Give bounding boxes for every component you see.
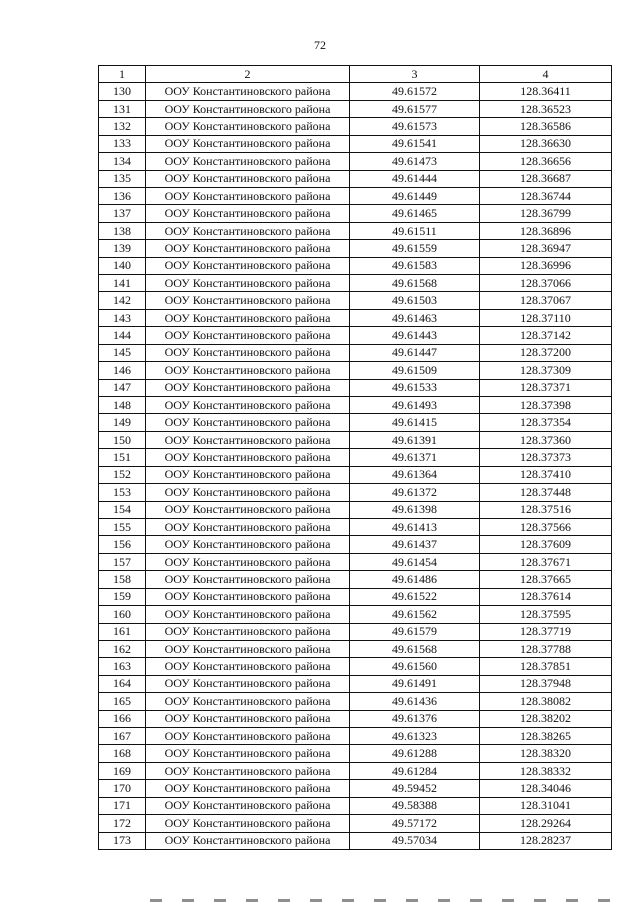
latitude-cell: 49.61413 <box>350 518 480 535</box>
table-row <box>99 640 612 657</box>
longitude-cell: 128.37066 <box>480 275 612 292</box>
row-number-cell: 155 <box>99 518 146 535</box>
latitude-cell: 49.61568 <box>350 275 480 292</box>
row-number-cell: 148 <box>99 397 146 414</box>
table-row <box>99 292 612 309</box>
longitude-cell: 128.37410 <box>480 466 612 483</box>
row-number-cell: 133 <box>99 135 146 152</box>
table-row <box>99 153 612 170</box>
row-number-cell: 156 <box>99 536 146 553</box>
row-number-cell: 150 <box>99 431 146 448</box>
longitude-cell: 128.38320 <box>480 745 612 762</box>
latitude-cell: 49.61444 <box>350 170 480 187</box>
table-row <box>99 832 612 849</box>
row-number-cell: 141 <box>99 275 146 292</box>
latitude-cell: 49.61573 <box>350 118 480 135</box>
latitude-cell: 49.61522 <box>350 588 480 605</box>
longitude-cell: 128.37354 <box>480 414 612 431</box>
latitude-cell: 49.61371 <box>350 449 480 466</box>
owner-cell: ООУ Константиновского района <box>146 832 350 849</box>
longitude-cell: 128.38332 <box>480 762 612 779</box>
table-row <box>99 309 612 326</box>
latitude-cell: 49.61437 <box>350 536 480 553</box>
row-number-cell: 170 <box>99 780 146 797</box>
longitude-cell: 128.36630 <box>480 135 612 152</box>
table-row <box>99 275 612 292</box>
latitude-cell: 49.61491 <box>350 675 480 692</box>
row-number-cell: 167 <box>99 728 146 745</box>
header-cell-1: 1 <box>99 66 146 83</box>
latitude-cell: 49.61323 <box>350 728 480 745</box>
longitude-cell: 128.37948 <box>480 675 612 692</box>
latitude-cell: 49.61486 <box>350 571 480 588</box>
latitude-cell: 49.61562 <box>350 606 480 623</box>
table-row <box>99 745 612 762</box>
table-row <box>99 344 612 361</box>
row-number-cell: 162 <box>99 640 146 657</box>
longitude-cell: 128.37067 <box>480 292 612 309</box>
row-number-cell: 135 <box>99 170 146 187</box>
latitude-cell: 49.57172 <box>350 815 480 832</box>
owner-cell: ООУ Константиновского района <box>146 606 350 623</box>
latitude-cell: 49.61288 <box>350 745 480 762</box>
latitude-cell: 49.61372 <box>350 484 480 501</box>
longitude-cell: 128.37110 <box>480 309 612 326</box>
latitude-cell: 49.61398 <box>350 501 480 518</box>
row-number-cell: 172 <box>99 815 146 832</box>
longitude-cell: 128.37671 <box>480 553 612 570</box>
header-cell-2: 2 <box>146 66 350 83</box>
table-row <box>99 379 612 396</box>
longitude-cell: 128.36687 <box>480 170 612 187</box>
row-number-cell: 161 <box>99 623 146 640</box>
longitude-cell: 128.37360 <box>480 431 612 448</box>
table-row <box>99 728 612 745</box>
row-number-cell: 142 <box>99 292 146 309</box>
owner-cell: ООУ Константиновского района <box>146 449 350 466</box>
owner-cell: ООУ Константиновского района <box>146 588 350 605</box>
latitude-cell: 49.61577 <box>350 100 480 117</box>
row-number-cell: 154 <box>99 501 146 518</box>
owner-cell: ООУ Константиновского района <box>146 658 350 675</box>
owner-cell: ООУ Константиновского района <box>146 257 350 274</box>
row-number-cell: 146 <box>99 362 146 379</box>
header-row <box>99 66 612 83</box>
table-row <box>99 693 612 710</box>
longitude-cell: 128.31041 <box>480 797 612 814</box>
row-number-cell: 140 <box>99 257 146 274</box>
longitude-cell: 128.37788 <box>480 640 612 657</box>
owner-cell: ООУ Константиновского района <box>146 327 350 344</box>
row-number-cell: 160 <box>99 606 146 623</box>
latitude-cell: 49.61436 <box>350 693 480 710</box>
owner-cell: ООУ Константиновского района <box>146 675 350 692</box>
latitude-cell: 49.61391 <box>350 431 480 448</box>
table-row <box>99 675 612 692</box>
latitude-cell: 49.58388 <box>350 797 480 814</box>
table-row <box>99 466 612 483</box>
row-number-cell: 158 <box>99 571 146 588</box>
owner-cell: ООУ Константиновского района <box>146 484 350 501</box>
owner-cell: ООУ Константиновского района <box>146 222 350 239</box>
longitude-cell: 128.29264 <box>480 815 612 832</box>
owner-cell: ООУ Константиновского района <box>146 623 350 640</box>
latitude-cell: 49.61503 <box>350 292 480 309</box>
owner-cell: ООУ Константиновского района <box>146 187 350 204</box>
table-row <box>99 170 612 187</box>
table-body <box>99 83 612 850</box>
longitude-cell: 128.38082 <box>480 693 612 710</box>
longitude-cell: 128.36996 <box>480 257 612 274</box>
latitude-cell: 49.61583 <box>350 257 480 274</box>
owner-cell: ООУ Константиновского района <box>146 275 350 292</box>
longitude-cell: 128.36523 <box>480 100 612 117</box>
table-row <box>99 414 612 431</box>
owner-cell: ООУ Константиновского района <box>146 414 350 431</box>
owner-cell: ООУ Константиновского района <box>146 205 350 222</box>
owner-cell: ООУ Константиновского района <box>146 710 350 727</box>
latitude-cell: 49.61541 <box>350 135 480 152</box>
latitude-cell: 49.61443 <box>350 327 480 344</box>
row-number-cell: 149 <box>99 414 146 431</box>
longitude-cell: 128.36656 <box>480 153 612 170</box>
longitude-cell: 128.36947 <box>480 240 612 257</box>
owner-cell: ООУ Константиновского района <box>146 501 350 518</box>
owner-cell: ООУ Константиновского района <box>146 536 350 553</box>
latitude-cell: 49.61447 <box>350 344 480 361</box>
owner-cell: ООУ Константиновского района <box>146 240 350 257</box>
longitude-cell: 128.37448 <box>480 484 612 501</box>
row-number-cell: 145 <box>99 344 146 361</box>
owner-cell: ООУ Константиновского района <box>146 745 350 762</box>
longitude-cell: 128.36411 <box>480 83 612 100</box>
table-row <box>99 240 612 257</box>
latitude-cell: 49.61473 <box>350 153 480 170</box>
table-row <box>99 780 612 797</box>
coordinates-table <box>98 65 612 850</box>
longitude-cell: 128.37665 <box>480 571 612 588</box>
latitude-cell: 49.61572 <box>350 83 480 100</box>
table-row <box>99 135 612 152</box>
row-number-cell: 171 <box>99 797 146 814</box>
table-row <box>99 553 612 570</box>
latitude-cell: 49.61376 <box>350 710 480 727</box>
latitude-cell: 49.61533 <box>350 379 480 396</box>
owner-cell: ООУ Константиновского района <box>146 640 350 657</box>
owner-cell: ООУ Константиновского района <box>146 815 350 832</box>
table-row <box>99 797 612 814</box>
table-row <box>99 588 612 605</box>
owner-cell: ООУ Константиновского района <box>146 762 350 779</box>
owner-cell: ООУ Константиновского района <box>146 292 350 309</box>
row-number-cell: 165 <box>99 693 146 710</box>
row-number-cell: 173 <box>99 832 146 849</box>
table-row <box>99 100 612 117</box>
longitude-cell: 128.37516 <box>480 501 612 518</box>
latitude-cell: 49.61511 <box>350 222 480 239</box>
longitude-cell: 128.37398 <box>480 397 612 414</box>
owner-cell: ООУ Константиновского района <box>146 728 350 745</box>
longitude-cell: 128.38265 <box>480 728 612 745</box>
owner-cell: ООУ Константиновского района <box>146 518 350 535</box>
owner-cell: ООУ Константиновского района <box>146 379 350 396</box>
owner-cell: ООУ Константиновского района <box>146 118 350 135</box>
table-row <box>99 536 612 553</box>
longitude-cell: 128.28237 <box>480 832 612 849</box>
longitude-cell: 128.37309 <box>480 362 612 379</box>
latitude-cell: 49.61560 <box>350 658 480 675</box>
longitude-cell: 128.37609 <box>480 536 612 553</box>
longitude-cell: 128.37719 <box>480 623 612 640</box>
latitude-cell: 49.61493 <box>350 397 480 414</box>
latitude-cell: 49.61415 <box>350 414 480 431</box>
table-row <box>99 762 612 779</box>
longitude-cell: 128.36896 <box>480 222 612 239</box>
table-row <box>99 327 612 344</box>
row-number-cell: 153 <box>99 484 146 501</box>
row-number-cell: 131 <box>99 100 146 117</box>
table-row <box>99 518 612 535</box>
row-number-cell: 164 <box>99 675 146 692</box>
table-row <box>99 606 612 623</box>
owner-cell: ООУ Константиновского района <box>146 571 350 588</box>
row-number-cell: 130 <box>99 83 146 100</box>
table-row <box>99 501 612 518</box>
latitude-cell: 49.61284 <box>350 762 480 779</box>
row-number-cell: 134 <box>99 153 146 170</box>
row-number-cell: 159 <box>99 588 146 605</box>
latitude-cell: 49.61559 <box>350 240 480 257</box>
table-row <box>99 397 612 414</box>
table-row <box>99 658 612 675</box>
owner-cell: ООУ Константиновского района <box>146 153 350 170</box>
owner-cell: ООУ Константиновского района <box>146 693 350 710</box>
owner-cell: ООУ Константиновского района <box>146 362 350 379</box>
longitude-cell: 128.36586 <box>480 118 612 135</box>
row-number-cell: 147 <box>99 379 146 396</box>
row-number-cell: 132 <box>99 118 146 135</box>
row-number-cell: 143 <box>99 309 146 326</box>
header-cell-3: 3 <box>350 66 480 83</box>
table-row <box>99 484 612 501</box>
longitude-cell: 128.34046 <box>480 780 612 797</box>
longitude-cell: 128.37595 <box>480 606 612 623</box>
table-row <box>99 362 612 379</box>
longitude-cell: 128.37566 <box>480 518 612 535</box>
latitude-cell: 49.61454 <box>350 553 480 570</box>
latitude-cell: 49.61463 <box>350 309 480 326</box>
longitude-cell: 128.38202 <box>480 710 612 727</box>
header-cell-4: 4 <box>480 66 612 83</box>
owner-cell: ООУ Константиновского района <box>146 431 350 448</box>
row-number-cell: 163 <box>99 658 146 675</box>
owner-cell: ООУ Константиновского района <box>146 135 350 152</box>
owner-cell: ООУ Константиновского района <box>146 797 350 814</box>
latitude-cell: 49.61579 <box>350 623 480 640</box>
row-number-cell: 166 <box>99 710 146 727</box>
longitude-cell: 128.37142 <box>480 327 612 344</box>
row-number-cell: 138 <box>99 222 146 239</box>
longitude-cell: 128.36744 <box>480 187 612 204</box>
table-row <box>99 83 612 100</box>
table-row <box>99 449 612 466</box>
latitude-cell: 49.59452 <box>350 780 480 797</box>
owner-cell: ООУ Константиновского района <box>146 309 350 326</box>
bottom-scan-artifact <box>150 899 620 902</box>
longitude-cell: 128.37614 <box>480 588 612 605</box>
latitude-cell: 49.61465 <box>350 205 480 222</box>
owner-cell: ООУ Константиновского района <box>146 780 350 797</box>
owner-cell: ООУ Константиновского района <box>146 100 350 117</box>
latitude-cell: 49.61568 <box>350 640 480 657</box>
owner-cell: ООУ Константиновского района <box>146 553 350 570</box>
longitude-cell: 128.37851 <box>480 658 612 675</box>
table-header <box>99 66 612 83</box>
latitude-cell: 49.61509 <box>350 362 480 379</box>
row-number-cell: 144 <box>99 327 146 344</box>
table-row <box>99 205 612 222</box>
owner-cell: ООУ Константиновского района <box>146 170 350 187</box>
row-number-cell: 169 <box>99 762 146 779</box>
row-number-cell: 139 <box>99 240 146 257</box>
table-row <box>99 222 612 239</box>
longitude-cell: 128.37200 <box>480 344 612 361</box>
row-number-cell: 151 <box>99 449 146 466</box>
latitude-cell: 49.61364 <box>350 466 480 483</box>
table-row <box>99 187 612 204</box>
table-row <box>99 623 612 640</box>
row-number-cell: 157 <box>99 553 146 570</box>
owner-cell: ООУ Константиновского района <box>146 344 350 361</box>
owner-cell: ООУ Константиновского района <box>146 83 350 100</box>
table-row <box>99 815 612 832</box>
owner-cell: ООУ Константиновского района <box>146 466 350 483</box>
table-row <box>99 257 612 274</box>
owner-cell: ООУ Константиновского района <box>146 397 350 414</box>
row-number-cell: 152 <box>99 466 146 483</box>
page-number: 72 <box>314 38 326 52</box>
latitude-cell: 49.57034 <box>350 832 480 849</box>
table-row <box>99 571 612 588</box>
table-row <box>99 431 612 448</box>
longitude-cell: 128.37371 <box>480 379 612 396</box>
row-number-cell: 137 <box>99 205 146 222</box>
row-number-cell: 136 <box>99 187 146 204</box>
row-number-cell: 168 <box>99 745 146 762</box>
table-row <box>99 118 612 135</box>
table-row <box>99 710 612 727</box>
longitude-cell: 128.36799 <box>480 205 612 222</box>
latitude-cell: 49.61449 <box>350 187 480 204</box>
longitude-cell: 128.37373 <box>480 449 612 466</box>
